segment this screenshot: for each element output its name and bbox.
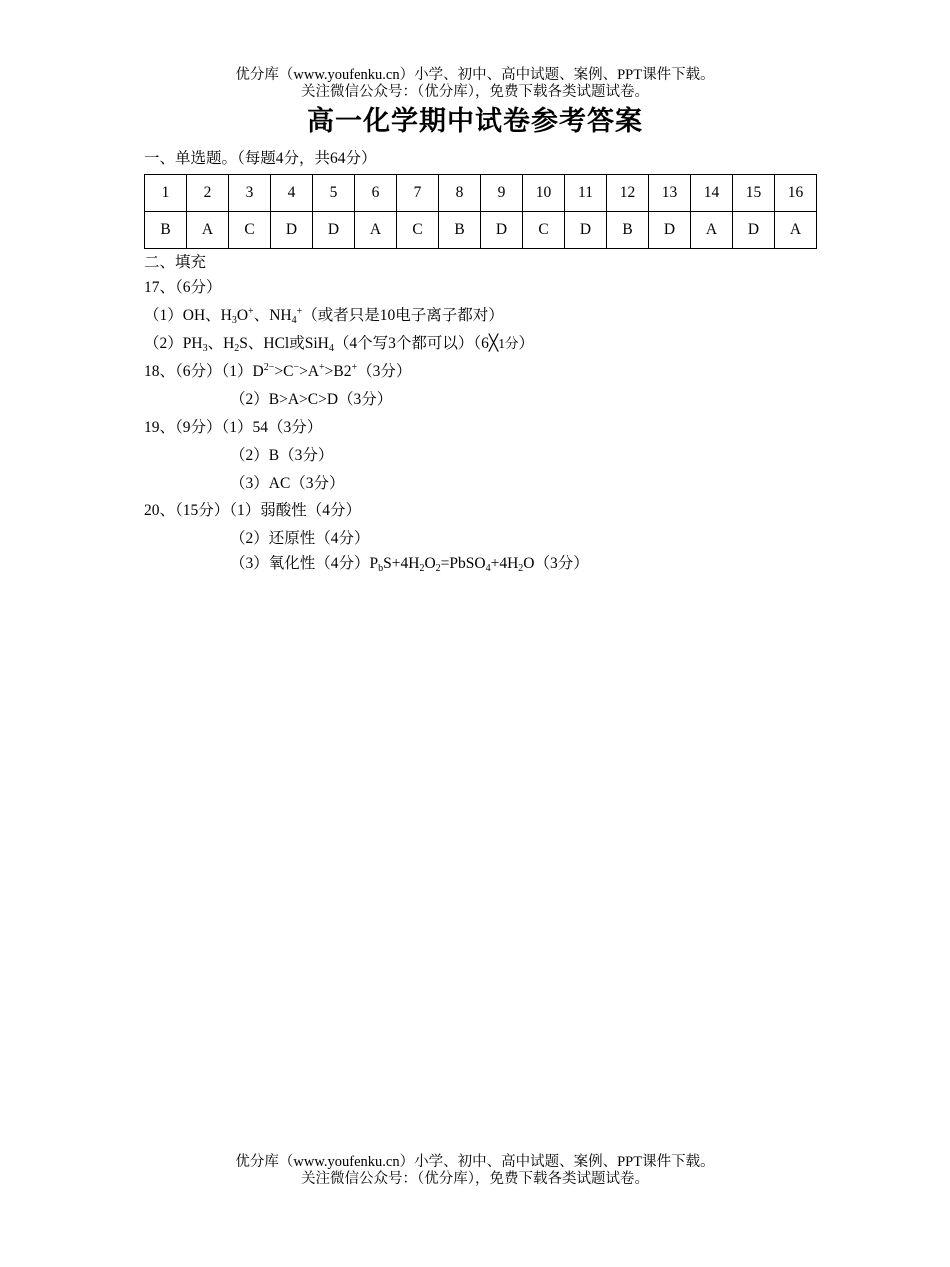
q20-line-1: 20、（15分）（1）弱酸性（4分）: [144, 502, 362, 519]
answer-row: [145, 212, 817, 249]
q20-answer-3: （3）氧化性（4分）$P_bS+4H_2O_2=PbSO_4+4H_2O(3$分）: [230, 555, 589, 574]
table-cell: 16: [775, 175, 817, 212]
page-header: [0, 67, 950, 101]
table-cell: 2: [187, 175, 229, 212]
q19-line-1: 19、（9分）（1）54（3分）: [144, 419, 323, 436]
table-cell: C: [397, 212, 439, 249]
table-cell: C: [229, 212, 271, 249]
table-cell: 7: [397, 175, 439, 212]
q18-line-1: 18、（6分）$(1)D^{2-}>C^->A^+>B2^+(3$分）: [144, 362, 412, 380]
table-cell: D: [481, 212, 523, 249]
table-cell: 3: [229, 175, 271, 212]
table-cell: 6: [355, 175, 397, 212]
q17-heading: 17、（6分）: [144, 279, 222, 296]
page-title: 高一化学期中试卷参考答案: [307, 106, 643, 137]
footer-line-1: 优分库（www.youfenku.cn）小学、初中、高中试题、案例、PPT课件下载。: [235, 1154, 715, 1170]
table-cell: 14: [691, 175, 733, 212]
table-cell: A: [355, 212, 397, 249]
q20-heading: 20、（15分）: [144, 502, 230, 519]
page-footer: [0, 1154, 950, 1188]
table-cell: 5: [313, 175, 355, 212]
table-cell: D: [733, 212, 775, 249]
table-cell: 1: [145, 175, 187, 212]
header-line-2: 关注微信公众号：（优分库），免费下载各类试题试卷。: [301, 84, 649, 100]
table-cell: 10: [523, 175, 565, 212]
q18-answer-2: （2）B>A>C>D（3分）: [230, 391, 393, 408]
q17-answer-1: （1）OH、$H_3O^+$、$NH_4^+$（或者只是10电子离子都对）: [144, 306, 504, 326]
section-1-label: 一、单选题。（每题4分，共64分）: [144, 150, 377, 167]
table-cell: 12: [607, 175, 649, 212]
table-cell: 11: [565, 175, 607, 212]
q18-heading: 18、（6分）: [144, 363, 222, 380]
table-cell: 4: [271, 175, 313, 212]
table-cell: D: [649, 212, 691, 249]
table-cell: B: [439, 212, 481, 249]
table-cell: D: [313, 212, 355, 249]
table-cell: 13: [649, 175, 691, 212]
q19-answer-2: （2）B（3分）: [230, 447, 334, 464]
table-cell: A: [187, 212, 229, 249]
answer-table: [144, 174, 817, 249]
section-2-label: 二、填充: [144, 254, 207, 271]
header-line-1: 优分库（www.youfenku.cn）小学、初中、高中试题、案例、PPT课件下载。: [235, 67, 715, 83]
table-cell: 8: [439, 175, 481, 212]
table-cell: A: [775, 212, 817, 249]
table-cell: B: [145, 212, 187, 249]
q19-heading: 19、（9分）: [144, 419, 222, 436]
q20-answer-2: （2）还原性（4分）: [230, 530, 370, 547]
footer-line-2: 关注微信公众号：（优分库），免费下载各类试题试卷。: [301, 1171, 649, 1187]
table-cell: D: [271, 212, 313, 249]
table-cell: A: [691, 212, 733, 249]
table-cell: 15: [733, 175, 775, 212]
table-cell: C: [523, 212, 565, 249]
q19-answer-3: （3）AC（3分）: [230, 475, 345, 492]
question-number-row: [145, 175, 817, 212]
table-cell: 9: [481, 175, 523, 212]
table-cell: D: [565, 212, 607, 249]
q17-answer-2: $(2)PH_3$、$H_2S$、HCl或SiH$_4$（4个写3个都可以）（6╳1分）: [144, 335, 534, 354]
table-cell: B: [607, 212, 649, 249]
